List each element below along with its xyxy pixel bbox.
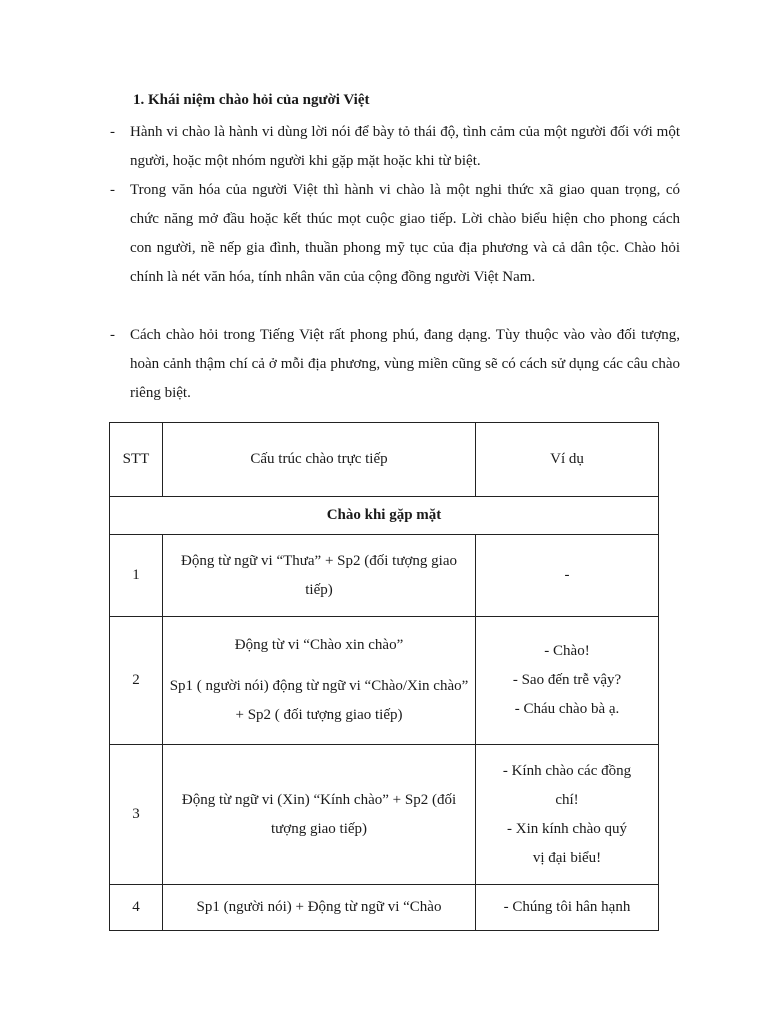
bullet-text: Cách chào hỏi trong Tiếng Việt rất phong phú, đang dạng. Tùy thuộc vào vào đối tượng, hoàn cảnh thậm chí cả ở mỗi địa phương, vùng miền cũng sẽ có cách sử dụng các câu chào riêng biệt. bbox=[130, 327, 680, 401]
row-stt: 3 bbox=[110, 745, 163, 885]
row-structure: Động từ ngữ vi “Thưa” + Sp2 (đối tượng giao tiếp) bbox=[163, 535, 476, 617]
example-line: - Xin kính chào quý bbox=[507, 820, 627, 837]
header-structure: Cấu trúc chào trực tiếp bbox=[163, 423, 476, 497]
section-heading: 1. Khái niệm chào hỏi của người Việt bbox=[133, 92, 370, 108]
row-stt: 1 bbox=[110, 535, 163, 617]
row-example bbox=[476, 885, 659, 931]
bullet-paragraph-2 bbox=[110, 176, 680, 292]
greeting-structure-table bbox=[109, 422, 659, 931]
example-line: - Kính chào các đồng bbox=[502, 762, 632, 779]
header-example: Ví dụ bbox=[476, 423, 659, 497]
bullet-dash: - bbox=[110, 182, 115, 198]
example-line: - Sao đến trễ vậy? bbox=[512, 672, 622, 688]
example-line: chí! bbox=[555, 791, 579, 808]
bullet-text: Trong văn hóa của người Việt thì hành vi chào là một nghi thức xã giao quan trọng, có chức năng mở đầu hoặc kết thúc mọt cuộc giao tiếp. Lời chào biểu hiện cho phong cách con người, nề nếp gia đình, thuần phong mỹ tục của địa phương và cả dân tộc. Chào hỏi chính là nét văn hóa, tính nhân văn của cộng đồng người Việt Nam. bbox=[130, 182, 680, 285]
example-line: - Chúng tôi hân hạnh bbox=[503, 899, 631, 915]
table-row bbox=[110, 535, 659, 617]
bullet-dash: - bbox=[110, 327, 115, 343]
bullet-paragraph-3 bbox=[110, 321, 680, 408]
row-example bbox=[476, 745, 659, 885]
row-example bbox=[476, 535, 659, 617]
section-label: Chào khi gặp mặt bbox=[110, 497, 659, 535]
structure-line-a: Động từ vi “Chào xin chào” bbox=[234, 637, 404, 653]
row-structure bbox=[163, 617, 476, 745]
table-row bbox=[110, 885, 659, 931]
bullet-text: Hành vi chào là hành vi dùng lời nói để bày tỏ thái độ, tình cảm của một người đối với một người, hoặc một nhóm người khi gặp mặt hoặc khi từ biệt. bbox=[130, 124, 680, 169]
example-line: - bbox=[564, 567, 570, 583]
example-line: vị đại biểu! bbox=[532, 849, 602, 866]
header-stt: STT bbox=[110, 423, 163, 497]
row-example bbox=[476, 617, 659, 745]
row-stt: 2 bbox=[110, 617, 163, 745]
row-structure: Động từ ngữ vi (Xin) “Kính chào” + Sp2 (đối tượng giao tiếp) bbox=[163, 745, 476, 885]
example-line: - Cháu chào bà ạ. bbox=[514, 701, 620, 717]
example-line: - Chào! bbox=[544, 643, 590, 659]
bullet-paragraph-1 bbox=[110, 118, 680, 176]
bullet-dash: - bbox=[110, 124, 115, 140]
table-header-row bbox=[110, 423, 659, 497]
table-section-row bbox=[110, 497, 659, 535]
row-structure: Sp1 (người nói) + Động từ ngữ vi “Chào bbox=[163, 885, 476, 931]
table-row bbox=[110, 745, 659, 885]
table-row bbox=[110, 617, 659, 745]
structure-line-b: Sp1 ( người nói) động từ ngữ vi “Chào/Xin chào” + Sp2 ( đối tượng giao tiếp) bbox=[169, 678, 469, 723]
row-stt: 4 bbox=[110, 885, 163, 931]
